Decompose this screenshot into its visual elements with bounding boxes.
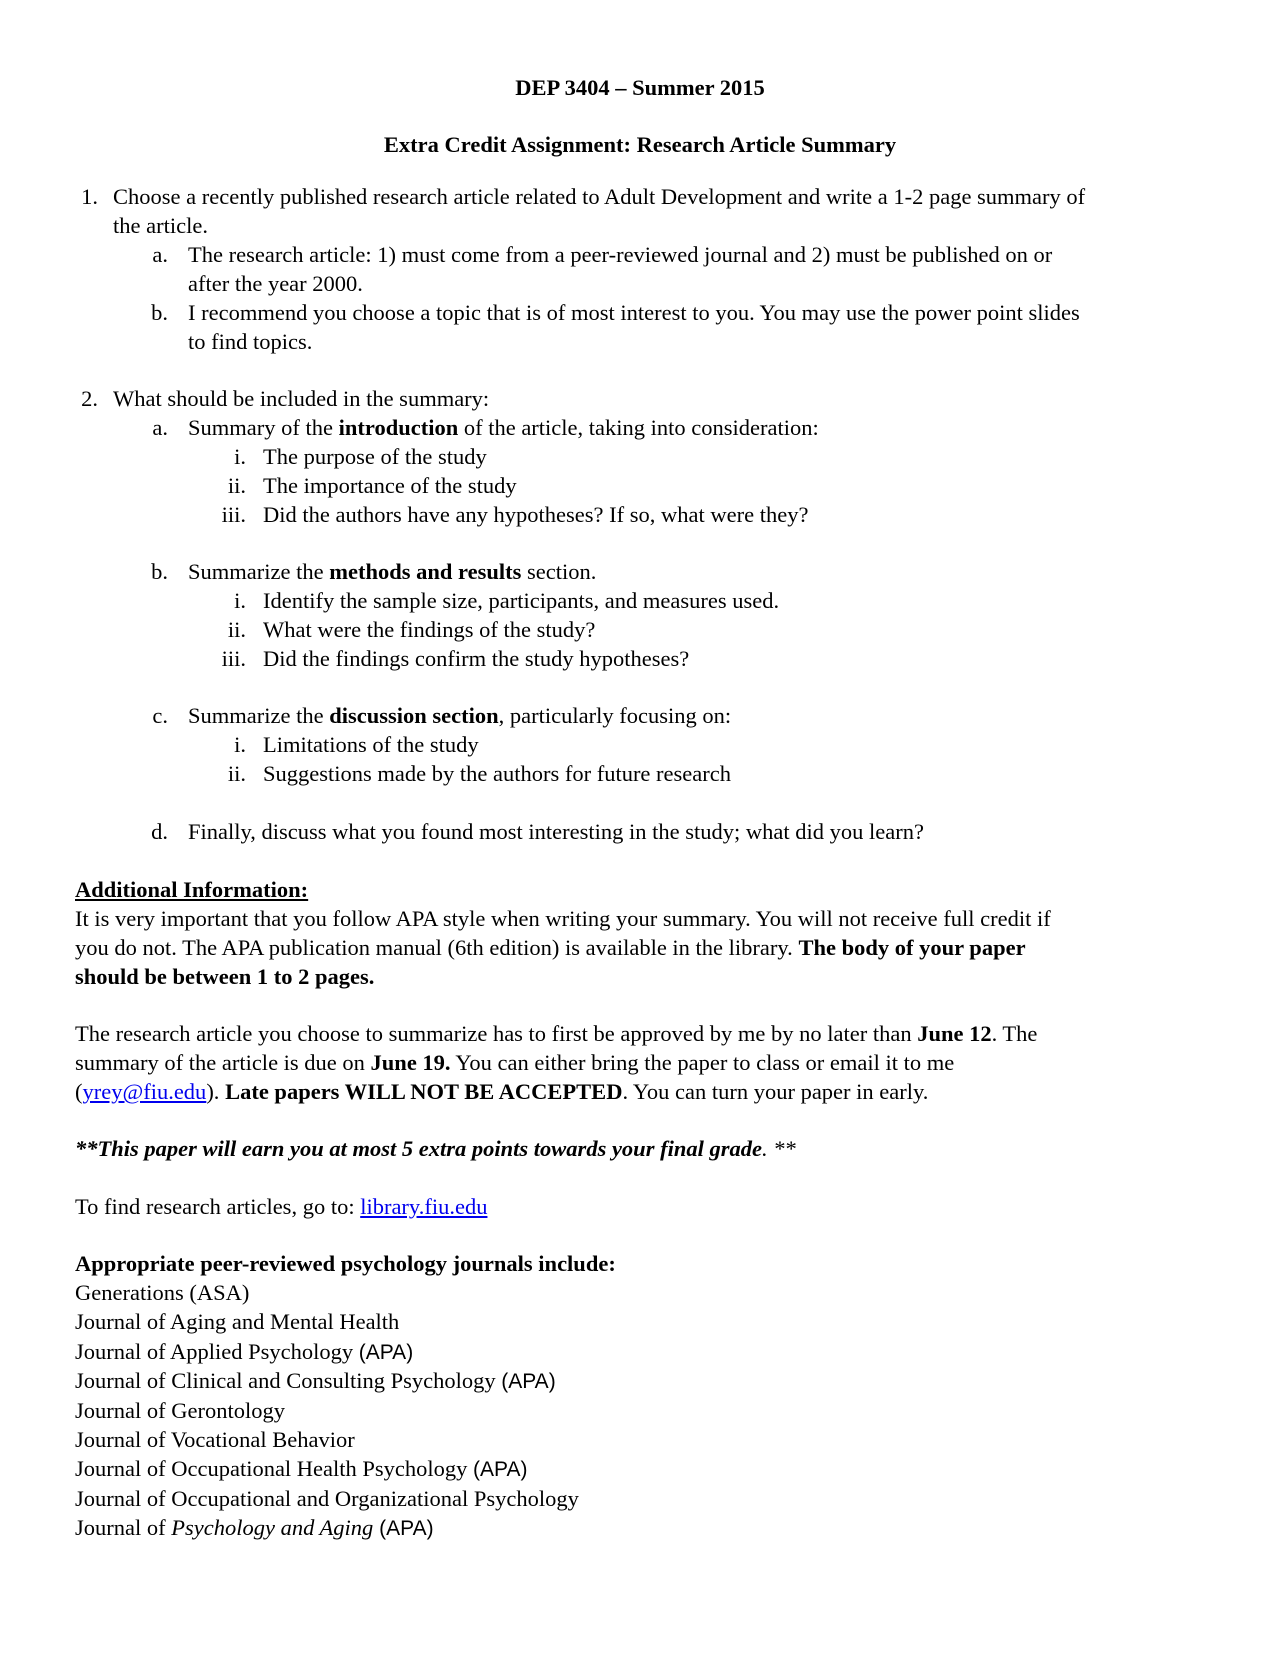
journal-item: Journal of Gerontology bbox=[75, 1398, 285, 1423]
item-text: the article. bbox=[113, 213, 208, 238]
sub-text: Finally, discuss what you found most interesting in the study; what did you learn? bbox=[188, 819, 924, 844]
sub-text: I recommend you choose a topic that is of most interest to you. You may use the power point slides bbox=[188, 300, 1080, 325]
sub-letter: b. bbox=[151, 559, 168, 584]
sub-text: The research article: 1) must come from a peer-reviewed journal and 2) must be published on or bbox=[188, 242, 1053, 267]
point-number: iii. bbox=[221, 646, 246, 671]
library-link[interactable]: library.fiu.edu bbox=[360, 1194, 488, 1219]
course-title: DEP 3404 – Summer 2015 bbox=[515, 75, 765, 100]
sub-letter: a. bbox=[152, 242, 168, 267]
point-text: Did the findings confirm the study hypotheses? bbox=[263, 646, 690, 671]
item-text: Choose a recently published research article related to Adult Development and write a 1-2 page summary of bbox=[113, 184, 1086, 209]
point-number: iii. bbox=[221, 502, 246, 527]
journal-item: Journal of Occupational and Organizational Psychology bbox=[75, 1486, 579, 1511]
journal-item: Generations (ASA) bbox=[75, 1280, 250, 1305]
point-text: Did the authors have any hypotheses? If so, what were they? bbox=[263, 502, 809, 527]
point-number: i. bbox=[234, 588, 246, 613]
journal-item: Journal of Aging and Mental Health bbox=[75, 1309, 400, 1334]
journal-item: Journal of Clinical and Consulting Psychology (APA) bbox=[75, 1368, 556, 1393]
additional-text: It is very important that you follow APA style when writing your summary. You will not receive full credit if bbox=[75, 906, 1051, 931]
sub-text: after the year 2000. bbox=[188, 271, 363, 296]
sub-letter: d. bbox=[151, 819, 168, 844]
journal-item: Journal of Psychology and Aging (APA) bbox=[75, 1515, 434, 1540]
journal-item: Journal of Applied Psychology (APA) bbox=[75, 1339, 414, 1364]
item-number: 1. bbox=[81, 184, 98, 209]
point-text: The importance of the study bbox=[263, 473, 517, 498]
point-number: i. bbox=[234, 444, 246, 469]
assignment-title: Extra Credit Assignment: Research Article Summary bbox=[383, 132, 897, 157]
point-text: The purpose of the study bbox=[263, 444, 487, 469]
due-date-text: summary of the article is due on June 19. You can either bring the paper to class or email it to me bbox=[75, 1050, 955, 1075]
item-number: 2. bbox=[81, 386, 98, 411]
find-articles-text: To find research articles, go to: library.fiu.edu bbox=[75, 1194, 488, 1219]
late-policy-text: (yrey@fiu.edu). Late papers WILL NOT BE ACCEPTED. You can turn your paper in early. bbox=[75, 1079, 929, 1104]
journal-item: Journal of Occupational Health Psychology (APA) bbox=[75, 1456, 528, 1481]
sub-letter: c. bbox=[152, 703, 168, 728]
point-text: What were the findings of the study? bbox=[263, 617, 596, 642]
journals-heading: Appropriate peer-reviewed psychology journals include: bbox=[75, 1251, 616, 1276]
sub-letter: b. bbox=[151, 300, 168, 325]
point-number: i. bbox=[234, 732, 246, 757]
additional-heading: Additional Information: bbox=[75, 877, 309, 902]
sub-text: Summarize the methods and results section. bbox=[188, 559, 597, 584]
approval-text: The research article you choose to summarize has to first be approved by me by no later than June 12. The bbox=[75, 1021, 1038, 1046]
points-note: **This paper will earn you at most 5 extra points towards your final grade. ** bbox=[75, 1136, 796, 1161]
additional-text: you do not. The APA publication manual (6th edition) is available in the library. The body of your paper bbox=[75, 935, 1026, 960]
point-text: Suggestions made by the authors for future research bbox=[263, 761, 731, 786]
point-number: ii. bbox=[227, 617, 246, 642]
additional-text: should be between 1 to 2 pages. bbox=[75, 964, 375, 989]
item-text: What should be included in the summary: bbox=[113, 386, 490, 411]
point-number: ii. bbox=[227, 473, 246, 498]
point-text: Limitations of the study bbox=[263, 732, 479, 757]
email-link[interactable]: yrey@fiu.edu bbox=[82, 1079, 207, 1104]
sub-text: to find topics. bbox=[188, 329, 313, 354]
point-text: Identify the sample size, participants, and measures used. bbox=[263, 588, 780, 613]
journal-item: Journal of Vocational Behavior bbox=[75, 1427, 355, 1452]
sub-text: Summarize the discussion section, particularly focusing on: bbox=[188, 703, 732, 728]
point-number: ii. bbox=[227, 761, 246, 786]
sub-letter: a. bbox=[152, 415, 168, 440]
sub-text: Summary of the introduction of the article, taking into consideration: bbox=[188, 415, 819, 440]
